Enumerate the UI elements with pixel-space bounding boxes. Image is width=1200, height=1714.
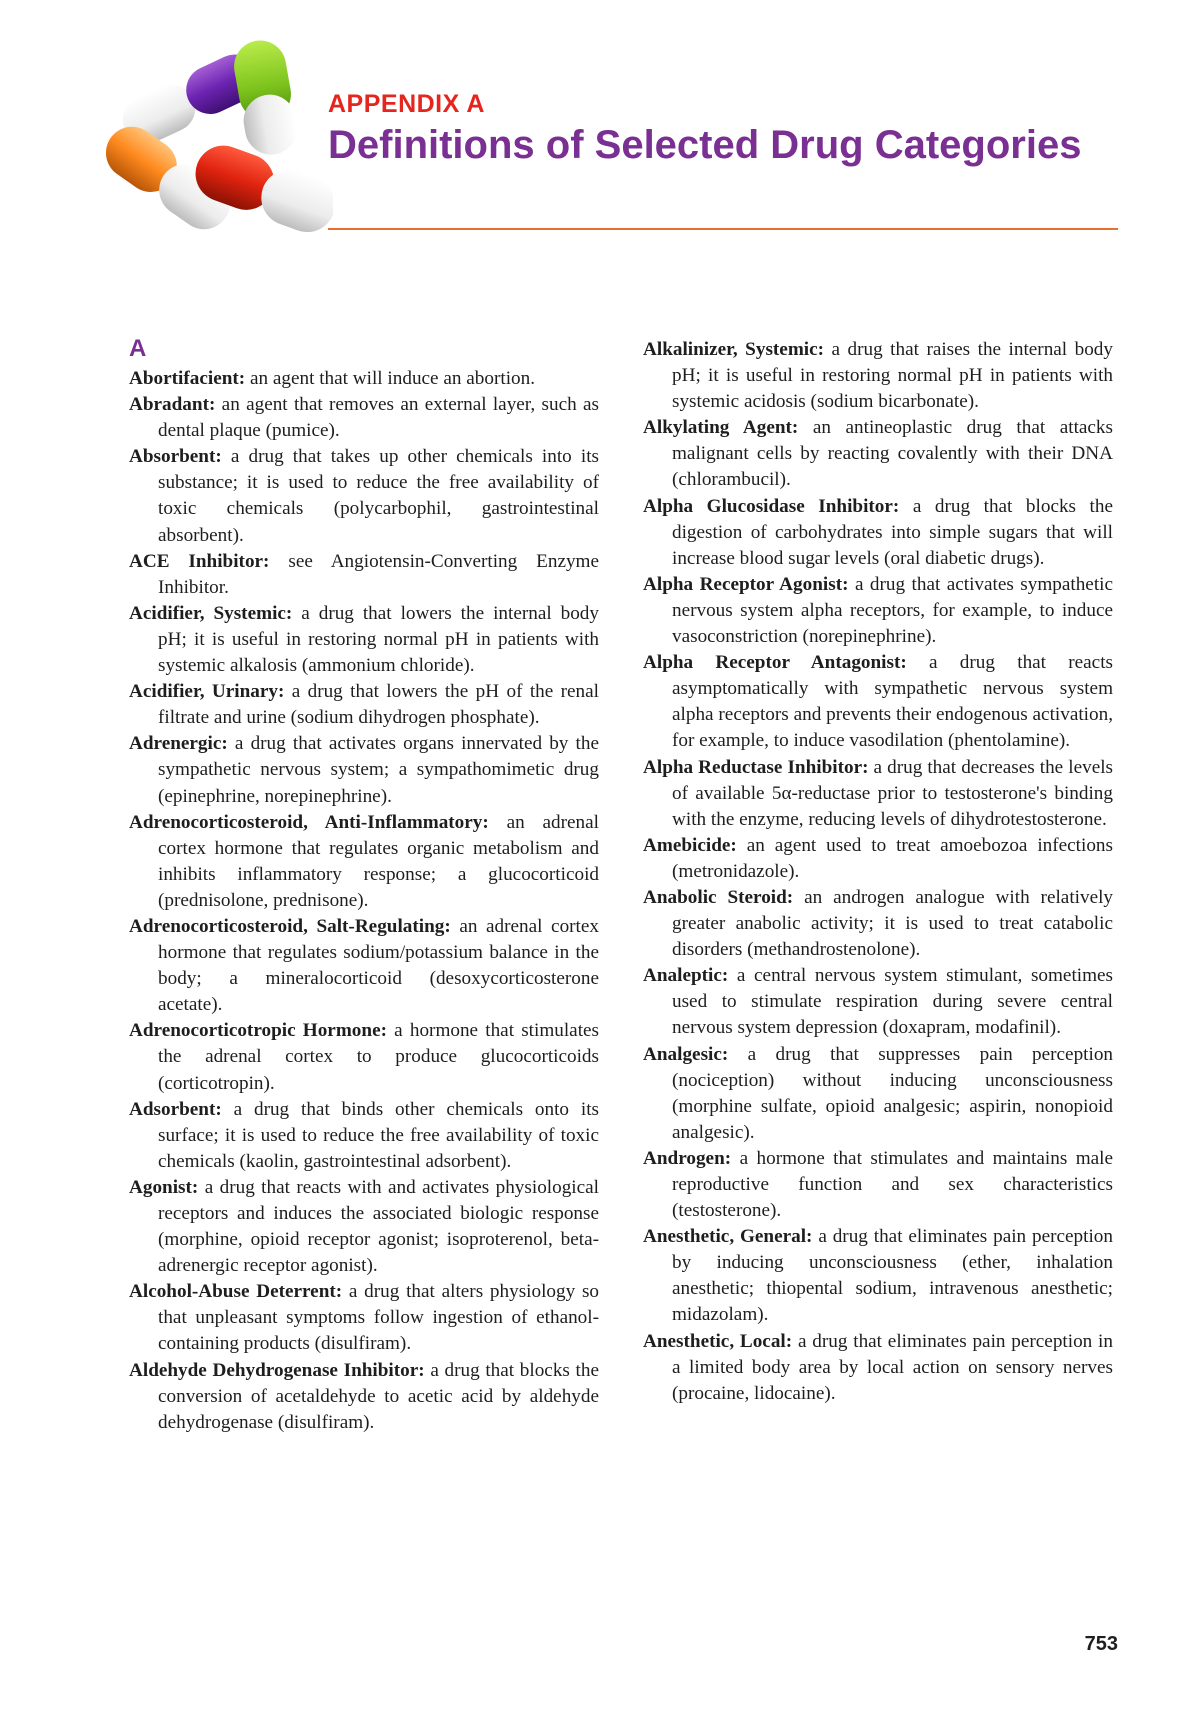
glossary-entry [129, 1175, 599, 1279]
entry-definition: a drug that lowers the internal body pH; it is useful in restoring normal pH in patients with systemic alkalosis (ammonium chloride). [158, 602, 599, 677]
entry-definition: a drug that eliminates pain perception by inducing unconsciousness (ether, inhalation anesthetic; thiopental sodium, intravenous anesthetic; midazolam). [672, 1226, 1113, 1326]
glossary-entry [643, 1329, 1113, 1407]
entry-term: Agonist: [129, 1176, 199, 1198]
glossary-entry [129, 1097, 599, 1175]
entry-term: Adsorbent: [129, 1098, 222, 1120]
entry-definition: a hormone that stimulates the adrenal cortex to produce glucocorticoids (corticotropin). [158, 1020, 600, 1094]
capsules-illustration [98, 28, 333, 258]
entry-definition: see Angiotensin-Converting Enzyme Inhibitor. [158, 550, 599, 598]
entry-term: Adrenergic: [129, 733, 228, 755]
entry-term: Anesthetic, General: [643, 1226, 813, 1248]
glossary-entry [643, 1224, 1113, 1328]
entry-term: Alpha Reductase Inhibitor: [643, 756, 869, 778]
entry-definition: an adrenal cortex hormone that regulates sodium/potassium balance in the body; a mineralocorticoid (desoxycorticosterone acetate). [158, 915, 599, 1016]
green-capsule [230, 36, 301, 158]
entry-definition: a drug that takes up other chemicals into its substance; it is used to reduce the free availability of toxic chemicals (polycarbophil, gastrointestinal absorbent). [158, 446, 600, 546]
entry-definition: a drug that reacts with and activates physiological receptors and induces the associated biologic response (morphine, opioid receptor agonist; isoproterenol, beta-adrenergic receptor agonist). [158, 1176, 599, 1277]
entry-definition: an androgen analogue with relatively greater anabolic activity; it is used to treat catabolic disorders (methandrostenolone). [672, 886, 1114, 961]
entry-definition: an adrenal cortex hormone that regulates organic metabolism and inhibits inflammatory response; a glucocorticoid (prednisolone, prednisone). [158, 811, 599, 911]
section-letter: A [129, 335, 147, 362]
glossary-entry [129, 444, 599, 548]
entry-term: Alkalinizer, Systemic: [643, 339, 825, 360]
entry-term: Alpha Receptor Agonist: [643, 573, 849, 595]
glossary-entry [643, 1146, 1113, 1224]
entry-definition: a drug that decreases the levels of available 5α-reductase prior to testosterone's binding with the enzyme, reducing levels of dihydrotestosterone. [672, 756, 1114, 830]
glossary-entry [643, 572, 1113, 650]
entry-definition: a drug that raises the internal body pH; it is useful in restoring normal pH in patients with systemic acidosis (sodium bicarbonate). [672, 339, 1113, 413]
entry-term: Alpha Receptor Antagonist: [643, 652, 907, 674]
entry-term: Adrenocorticotropic Hormone: [129, 1020, 387, 1042]
entry-term: Abradant: [129, 394, 216, 416]
entry-definition: a drug that activates organs innervated by the sympathetic nervous system; a sympathomimetic drug (epinephrine, norepinephrine). [158, 733, 599, 807]
entry-term: Androgen: [643, 1147, 732, 1169]
glossary-entry [643, 1042, 1113, 1146]
glossary-entry [643, 415, 1113, 493]
page-title: Definitions of Selected Drug Categories [328, 123, 1082, 167]
left-column [129, 335, 599, 1436]
chapter-header [328, 90, 1118, 169]
glossary-entry [643, 755, 1113, 833]
entry-term: Abortifacient: [129, 368, 246, 389]
glossary-entry [643, 833, 1113, 885]
appendix-label: APPENDIX A [328, 90, 485, 118]
entry-definition: a drug that alters physiology so that unpleasant symptoms follow ingestion of ethanol-containing products (disulfiram). [158, 1281, 600, 1355]
entry-term: Analgesic: [643, 1043, 729, 1065]
glossary-entry [129, 392, 599, 444]
entry-term: ACE Inhibitor: [129, 550, 270, 572]
entry-definition: an agent that will induce an abortion. [249, 368, 536, 389]
glossary-entry [129, 1358, 599, 1436]
glossary-entry [129, 679, 599, 731]
entry-term: Adrenocorticosteroid, Anti-Inflammatory: [129, 811, 489, 833]
entry-term: Acidifier, Urinary: [129, 681, 285, 703]
entry-definition: a drug that blocks the conversion of acetaldehyde to acetic acid by aldehyde dehydrogenase (disulfiram). [158, 1359, 599, 1433]
entry-definition: an agent that removes an external layer, such as dental plaque (pumice). [158, 394, 599, 442]
entry-definition: an agent used to treat amoebozoa infections (metronidazole). [672, 834, 1113, 882]
glossary-entry [643, 885, 1113, 963]
entry-definition: an antineoplastic drug that attacks malignant cells by reacting covalently with their DNA (chlorambucil). [672, 417, 1113, 491]
entry-term: Aldehyde Dehydrogenase Inhibitor: [129, 1359, 425, 1381]
entry-definition: a drug that suppresses pain perception (nociception) without inducing unconsciousness (morphine sulfate, opioid analgesic; aspirin, nonopioid analgesic). [672, 1043, 1114, 1143]
entry-term: Analeptic: [643, 965, 729, 987]
entry-definition: a drug that binds other chemicals onto its surface; it is used to reduce the free availability of toxic chemicals (kaolin, gastrointestinal adsorbent). [158, 1098, 599, 1172]
entry-term: Acidifier, Systemic: [129, 602, 293, 624]
entry-definition: a drug that eliminates pain perception in a limited body area by local action on sensory nerves (procaine, lidocaine). [672, 1330, 1113, 1404]
right-column [643, 337, 1113, 1407]
glossary-entry [129, 1279, 599, 1357]
entry-term: Alkylating Agent: [643, 417, 799, 439]
glossary-entry [129, 731, 599, 809]
entry-term: Alpha Glucosidase Inhibitor: [643, 495, 900, 517]
glossary-entry [129, 810, 599, 914]
entry-term: Absorbent: [129, 446, 222, 468]
entry-definition: a drug that reacts asymptomatically with sympathetic nervous system alpha receptors and prevents their endogenous activation, for example, to induce vasodilation (phentolamine). [672, 652, 1114, 752]
entry-term: Amebicide: [643, 834, 737, 856]
glossary-entry [129, 549, 599, 601]
entry-definition: a drug that blocks the digestion of carbohydrates into simple sugars that will increase blood sugar levels (oral diabetic drugs). [672, 495, 1113, 569]
glossary-entry [129, 1018, 599, 1096]
entry-term: Adrenocorticosteroid, Salt-Regulating: [129, 915, 451, 937]
glossary-entry [129, 366, 599, 392]
glossary-entry [643, 337, 1113, 415]
page-number: 753 [1084, 1633, 1118, 1655]
glossary-entry [643, 963, 1113, 1041]
entry-term: Alcohol-Abuse Deterrent: [129, 1281, 343, 1303]
entry-term: Anabolic Steroid: [643, 886, 794, 908]
entry-definition: a hormone that stimulates and maintains male reproductive function and sex characteristics (testosterone). [672, 1147, 1113, 1222]
glossary-entry [643, 650, 1113, 754]
glossary-entry [129, 601, 599, 679]
entry-definition: a drug that activates sympathetic nervous system alpha receptors, for example, to induce vasoconstriction (norepinephrine). [672, 573, 1114, 648]
glossary-entry [643, 494, 1113, 572]
entry-definition: a drug that lowers the pH of the renal filtrate and urine (sodium dihydrogen phosphate). [158, 681, 599, 729]
header-divider [328, 228, 1118, 230]
glossary-entry [129, 914, 599, 1018]
entry-definition: a central nervous system stimulant, sometimes used to stimulate respiration during severe central nervous system depression (doxapram, modafinil). [672, 965, 1114, 1039]
entry-term: Anesthetic, Local: [643, 1330, 793, 1352]
